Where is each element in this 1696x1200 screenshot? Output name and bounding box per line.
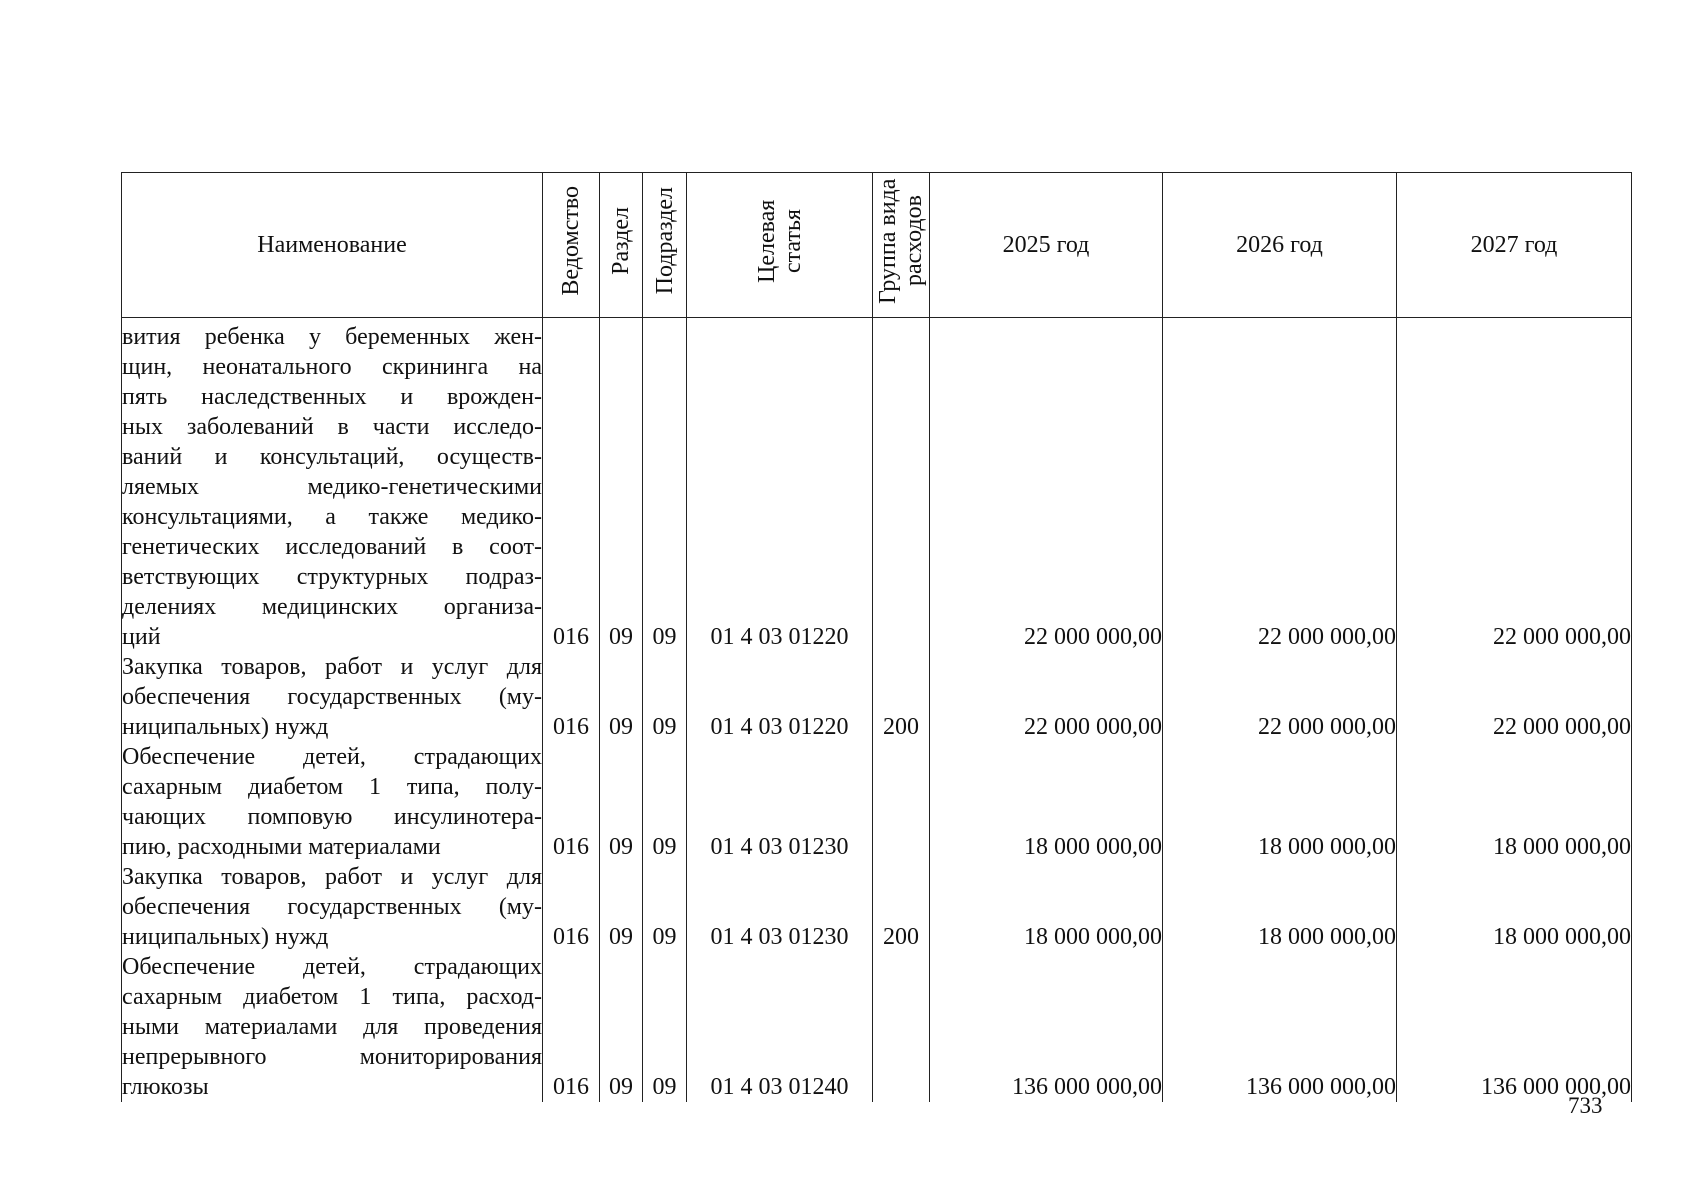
budget-table (121, 172, 1632, 1102)
header-section: Раздел (600, 173, 643, 318)
row-name-line: щин, неонатального скрининга на (122, 354, 542, 380)
row-section: 09 (600, 742, 643, 862)
header-target-article: Целевая статья (687, 173, 873, 318)
table-row (122, 318, 1632, 653)
row-name-line: сахарным диабетом 1 типа, полу- (122, 774, 542, 800)
row-subsection: 09 (643, 862, 687, 952)
row-expense-group: 200 (873, 862, 930, 952)
header-2027: 2027 год (1397, 173, 1632, 318)
header-expense-group: Группа вида расходов (873, 173, 930, 318)
row-ministry: 016 (543, 652, 600, 742)
row-amount-2025: 18 000 000,00 (930, 742, 1163, 862)
row-name-line: вития ребенка у беременных жен- (122, 324, 542, 350)
row-amount-2025: 18 000 000,00 (930, 862, 1163, 952)
row-subsection: 09 (643, 952, 687, 1102)
row-target-article: 01 4 03 01220 (687, 652, 873, 742)
row-ministry: 016 (543, 862, 600, 952)
row-name-line: сахарным диабетом 1 типа, расход- (122, 984, 542, 1010)
row-ministry: 016 (543, 318, 600, 653)
row-name-line: ных заболеваний в части исследо- (122, 414, 542, 440)
row-target-article: 01 4 03 01240 (687, 952, 873, 1102)
table-row (122, 862, 1632, 952)
row-name (122, 318, 543, 653)
row-amount-2025: 22 000 000,00 (930, 652, 1163, 742)
row-name-line: Закупка товаров, работ и услуг для (122, 864, 542, 890)
row-name-line: ветствующих структурных подраз- (122, 564, 542, 590)
row-amount-2026: 22 000 000,00 (1163, 652, 1397, 742)
header-row (122, 173, 1632, 318)
row-section: 09 (600, 952, 643, 1102)
row-amount-2026: 18 000 000,00 (1163, 862, 1397, 952)
header-subsection: Подраздел (643, 173, 687, 318)
row-amount-2025: 22 000 000,00 (930, 318, 1163, 653)
row-amount-2027: 18 000 000,00 (1397, 742, 1632, 862)
row-amount-2026: 18 000 000,00 (1163, 742, 1397, 862)
row-expense-group: 200 (873, 652, 930, 742)
row-expense-group (873, 952, 930, 1102)
row-target-article: 01 4 03 01230 (687, 742, 873, 862)
row-name-line: ций (122, 624, 161, 650)
row-name (122, 862, 543, 952)
row-amount-2027: 136 000 000,00 (1397, 952, 1632, 1102)
row-name-line: непрерывного мониторирования (122, 1044, 542, 1070)
row-name (122, 652, 543, 742)
row-target-article: 01 4 03 01220 (687, 318, 873, 653)
row-name-line: Обеспечение детей, страдающих (122, 744, 542, 770)
row-name-line: ниципальных) нужд (122, 924, 329, 950)
row-name (122, 952, 543, 1102)
row-name-line: ваний и консультаций, осуществ- (122, 444, 542, 470)
table-row (122, 652, 1632, 742)
row-name-line: Обеспечение детей, страдающих (122, 954, 542, 980)
row-amount-2025: 136 000 000,00 (930, 952, 1163, 1102)
row-amount-2027: 18 000 000,00 (1397, 862, 1632, 952)
row-target-article: 01 4 03 01230 (687, 862, 873, 952)
header-2026: 2026 год (1163, 173, 1397, 318)
row-ministry: 016 (543, 742, 600, 862)
row-expense-group (873, 742, 930, 862)
row-expense-group (873, 318, 930, 653)
row-name-line: чающих помповую инсулинотера- (122, 804, 542, 830)
row-name-line: Закупка товаров, работ и услуг для (122, 654, 542, 680)
row-amount-2026: 22 000 000,00 (1163, 318, 1397, 653)
row-name-line: пять наследственных и врожден- (122, 384, 542, 410)
row-amount-2026: 136 000 000,00 (1163, 952, 1397, 1102)
row-name-line: обеспечения государственных (му- (122, 894, 542, 920)
row-name-line: генетических исследований в соот- (122, 534, 542, 560)
row-name-line: ляемых медико-генетическими (122, 474, 542, 500)
row-name-line: консультациями, а также медико- (122, 504, 542, 530)
row-name-line: делениях медицинских организа- (122, 594, 542, 620)
row-name-line: глюкозы (122, 1074, 209, 1100)
row-name-line: обеспечения государственных (му- (122, 684, 542, 710)
row-section: 09 (600, 652, 643, 742)
row-name-line: ниципальных) нужд (122, 714, 329, 740)
header-name: Наименование (122, 173, 543, 318)
header-2025: 2025 год (930, 173, 1163, 318)
table-body (122, 318, 1632, 1103)
row-subsection: 09 (643, 652, 687, 742)
row-name-line: ными материалами для проведения (122, 1014, 542, 1040)
table-row (122, 952, 1632, 1102)
row-name (122, 742, 543, 862)
row-name-line: пию, расходными материалами (122, 834, 441, 860)
row-ministry: 016 (543, 952, 600, 1102)
row-amount-2027: 22 000 000,00 (1397, 652, 1632, 742)
page-number: 733 (1568, 1093, 1603, 1118)
header-ministry: Ведомство (543, 173, 600, 318)
table-row (122, 742, 1632, 862)
row-amount-2027: 22 000 000,00 (1397, 318, 1632, 653)
row-subsection: 09 (643, 318, 687, 653)
row-section: 09 (600, 318, 643, 653)
row-section: 09 (600, 862, 643, 952)
row-subsection: 09 (643, 742, 687, 862)
